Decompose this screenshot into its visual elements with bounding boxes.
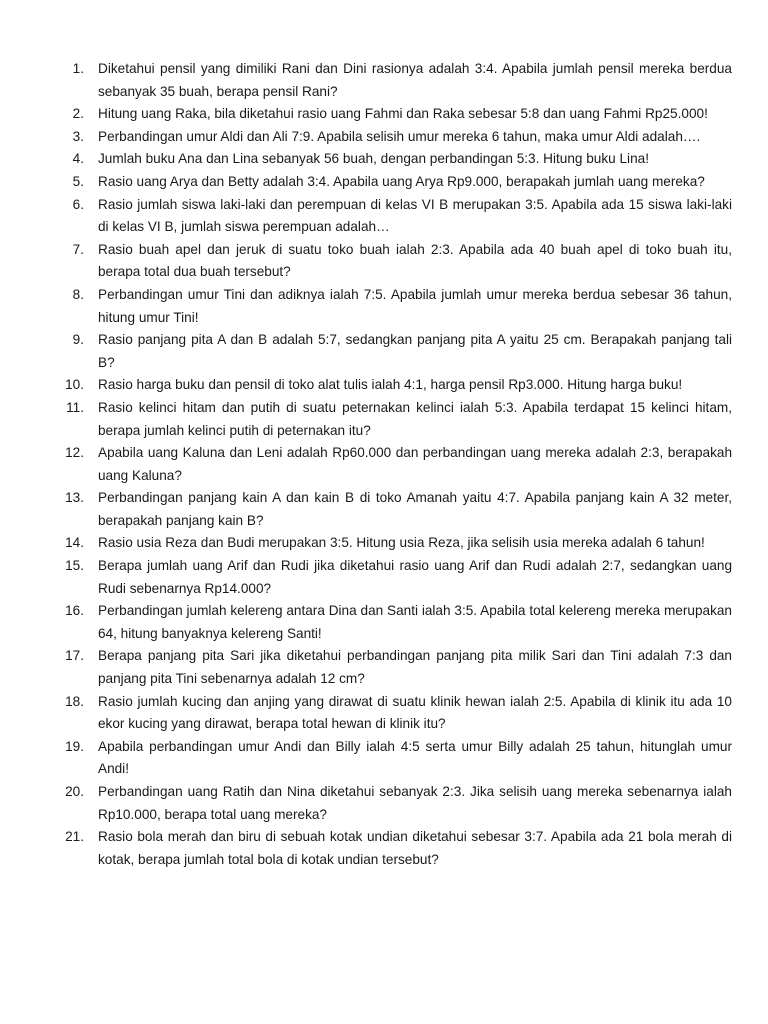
question-item-21 [64,826,732,871]
question-text: Perbandingan jumlah kelereng antara Dina dan Santi ialah 3:5. Apabila total kelereng mereka merupakan 64, hitung banyaknya kelereng Santi! [98,603,732,641]
question-number [64,691,84,714]
question-number-label: 21. [65,829,84,845]
question-text: Rasio kelinci hitam dan putih di suatu peternakan kelinci ialah 5:3. Apabila terdapat 15 kelinci hitam, berapa jumlah kelinci putih di peternakan itu? [98,399,732,438]
question-item-12 [64,442,732,487]
question-number-label: 15. [65,558,84,574]
question-item-3 [64,126,732,149]
question-item-15 [64,555,732,600]
question-number-label: 1. [72,61,84,76]
question-text: Rasio usia Reza dan Budi merupakan 3:5. Hitung usia Reza, jika selisih usia mereka adalah 6 tahun! [98,535,705,551]
question-item-7 [64,239,732,284]
question-number [64,374,84,397]
question-item-6 [64,194,732,239]
question-number [64,442,84,465]
question-item-16 [64,600,732,645]
question-number [64,103,84,126]
question-number-label: 4. [72,151,84,167]
question-text: Apabila uang Kaluna dan Leni adalah Rp60.000 dan perbandingan uang mereka adalah 2:3, berapakah uang Kaluna? [98,445,732,483]
question-item-5 [64,171,732,194]
question-number [64,284,84,307]
question-item-10 [64,374,732,397]
question-text: Rasio harga buku dan pensil di toko alat tulis ialah 4:1, harga pensil Rp3.000. Hitung harga buku! [98,377,683,393]
question-text: Diketahui pensil yang dimiliki Rani dan Dini rasionya adalah 3:4. Apabila jumlah pensil mereka berdua sebanyak 35 buah, berapa pensil Rani? [98,61,732,99]
question-item-14 [64,532,732,555]
question-text: Perbandingan umur Aldi dan Ali 7:9. Apabila selisih umur mereka 6 tahun, maka umur Aldi adalah…. [98,128,701,144]
question-number [64,397,84,420]
question-number [64,555,84,578]
question-number-label: 14. [65,535,84,551]
question-number-label: 5. [72,173,84,189]
question-text: Perbandingan umur Tini dan adiknya ialah 7:5. Apabila jumlah umur mereka berdua sebesar 36 tahun, hitung umur Tini! [98,286,732,325]
question-text: Rasio panjang pita A dan B adalah 5:7, sedangkan panjang pita A yaitu 25 cm. Berapakah panjang tali B? [98,332,732,370]
question-number [64,239,84,262]
question-number-label: 17. [65,648,84,664]
question-text: Hitung uang Raka, bila diketahui rasio uang Fahmi dan Raka sebesar 5:8 dan uang Fahmi Rp25.000! [98,106,708,122]
question-item-13 [64,487,732,532]
question-item-1 [64,58,732,103]
question-number [64,645,84,668]
question-text: Perbandingan panjang kain A dan kain B di toko Amanah yaitu 4:7. Apabila panjang kain A 32 meter, berapakah panjang kain B? [98,490,732,528]
question-text: Apabila perbandingan umur Andi dan Billy ialah 4:5 serta umur Billy adalah 25 tahun, hitunglah umur Andi! [98,738,732,777]
question-item-4 [64,148,732,171]
question-number-label: 16. [65,603,84,619]
question-number [64,126,84,149]
question-item-11 [64,397,732,442]
question-number-label: 2. [72,106,84,122]
question-number-label: 9. [72,332,84,348]
question-number [64,171,84,194]
question-item-9 [64,329,732,374]
question-number [64,736,84,759]
question-number-label: 19. [65,738,84,754]
question-number [64,58,84,81]
question-text: Rasio jumlah siswa laki-laki dan perempuan di kelas VI B merupakan 3:5. Apabila ada 15 siswa laki-laki di kelas VI B, jumlah siswa perempuan adalah… [98,196,732,235]
question-number [64,781,84,804]
question-number [64,600,84,623]
question-text: Berapa panjang pita Sari jika diketahui perbandingan panjang pita milik Sari dan Tini adalah 7:3 dan panjang pita Tini sebenarnya adalah 12 cm? [98,648,732,687]
question-number-label: 20. [65,784,84,799]
question-number-label: 18. [65,693,84,709]
question-number-label: 3. [72,128,84,144]
question-number-label: 10. [65,377,84,393]
question-item-17 [64,645,732,690]
question-text: Berapa jumlah uang Arif dan Rudi jika diketahui rasio uang Arif dan Rudi adalah 2:7, sedangkan uang Rudi sebenarnya Rp14.000? [98,558,732,596]
question-number-label: 7. [72,241,84,257]
question-number [64,194,84,217]
question-number-label: 11. [66,399,84,415]
question-text: Perbandingan uang Ratih dan Nina diketahui sebanyak 2:3. Jika selisih uang mereka sebenarnya ialah Rp10.000, berapa total uang mereka? [98,784,732,822]
question-text: Rasio uang Arya dan Betty adalah 3:4. Apabila uang Arya Rp9.000, berapakah jumlah uang mereka? [98,173,705,189]
question-text: Rasio bola merah dan biru di sebuah kotak undian diketahui sebesar 3:7. Apabila ada 21 bola merah di kotak, berapa jumlah total bola di kotak undian tersebut? [98,829,732,867]
question-list [64,58,732,871]
question-item-18 [64,691,732,736]
question-text: Jumlah buku Ana dan Lina sebanyak 56 buah, dengan perbandingan 5:3. Hitung buku Lina! [98,151,649,167]
question-text: Rasio jumlah kucing dan anjing yang dirawat di suatu klinik hewan ialah 2:5. Apabila di klinik itu ada 10 ekor kucing yang dirawat, berapa total hewan di klinik itu? [98,693,732,732]
question-number-label: 13. [65,490,84,506]
question-text: Rasio buah apel dan jeruk di suatu toko buah ialah 2:3. Apabila ada 40 buah apel di toko buah itu, berapa total dua buah tersebut? [98,241,732,280]
question-number [64,826,84,849]
question-number [64,532,84,555]
question-item-2 [64,103,732,126]
question-number [64,487,84,510]
question-number [64,148,84,171]
question-item-19 [64,736,732,781]
question-number-label: 12. [65,445,84,461]
question-item-20 [64,781,732,826]
question-number-label: 6. [72,196,84,212]
question-number-label: 8. [72,286,84,302]
question-item-8 [64,284,732,329]
question-number [64,329,84,352]
